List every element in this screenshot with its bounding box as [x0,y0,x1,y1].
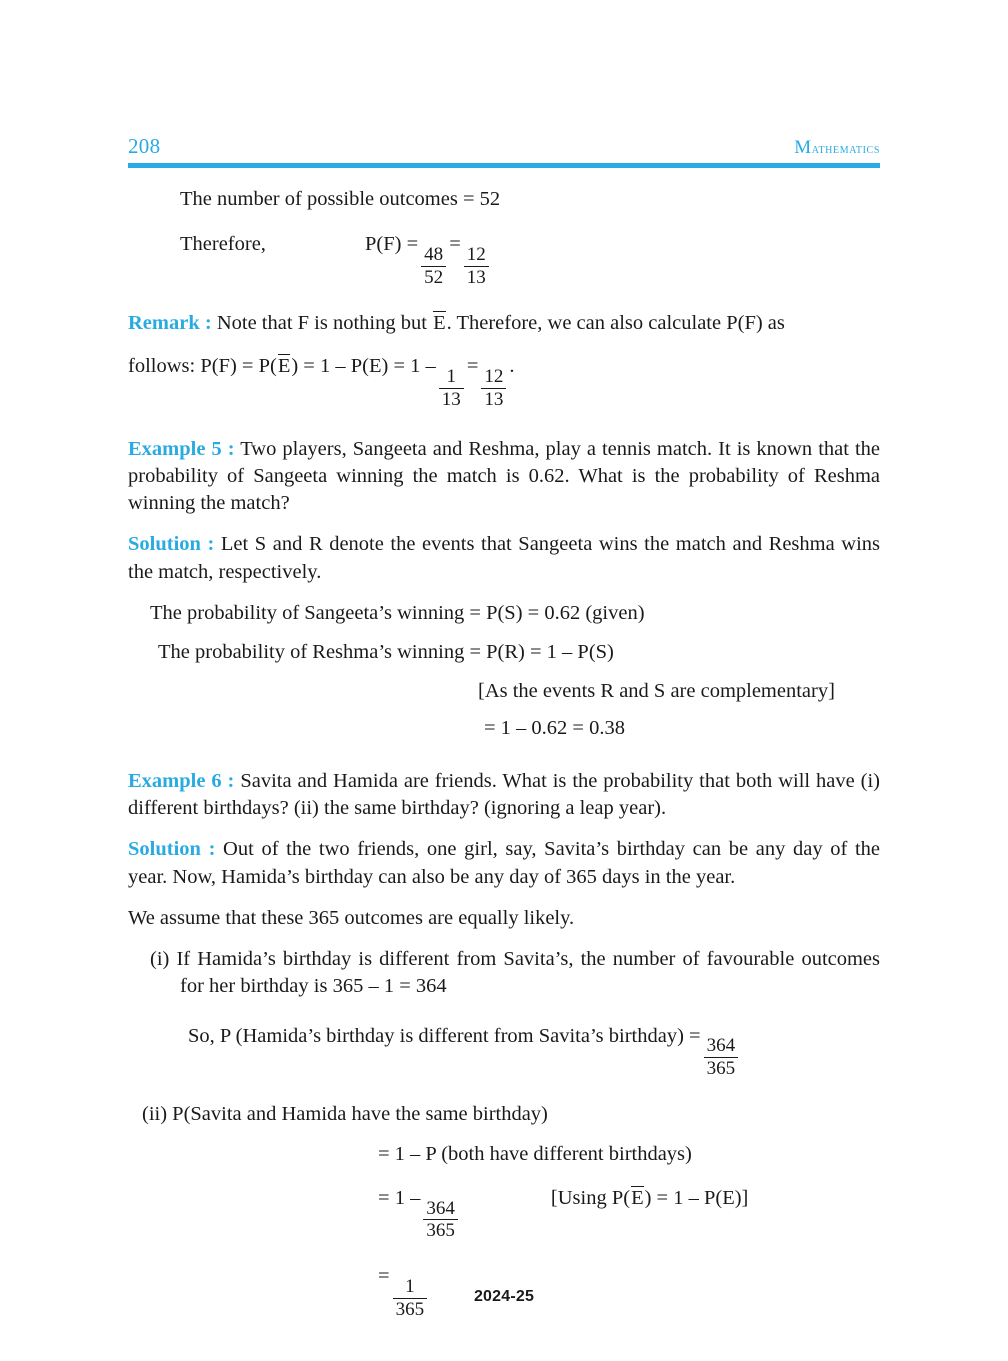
solution-5-keyword: Solution : [128,533,215,556]
list-item-ii [128,1101,880,1128]
using-note-a: [Using P( [550,1186,631,1209]
remark-paragraph [128,310,880,337]
page-header [128,134,880,170]
equals-sign: = [466,355,479,378]
fraction-denominator: 13 [439,388,464,410]
fraction-numerator: 1 [405,1276,415,1298]
sangeeta-probability-text: The probability of Sangeeta’s winning = P(S) = 0.62 (given) [150,601,645,624]
fraction-denominator: 365 [393,1298,428,1320]
eq-364-365-line [128,1185,880,1242]
fraction-12-13b [481,367,506,410]
item-i-marker: (i) [150,948,170,971]
therefore-equation-row [128,231,880,288]
page-content [128,186,880,1320]
header-row [128,134,880,160]
item-ii-text: P(Savita and Hamida have the same birthday) [172,1103,548,1126]
fraction-numerator: 364 [706,1035,736,1057]
item-i-text: If Hamida’s birthday is different from Savita’s, the number of favourable outcomes for her birthday is 365 – 1 = 364 [176,948,881,998]
list-item-i [128,946,880,1001]
example-6-paragraph [128,768,880,823]
reshma-probability-line [128,639,880,666]
remark-text-b: . Therefore, we can also calculate P(F) as [446,311,785,334]
header-title-capital: M [794,137,812,158]
example-5-paragraph [128,436,880,518]
sangeeta-probability-line [128,600,880,627]
assume-text: We assume that these 365 outcomes are equally likely. [128,906,575,929]
fraction-denominator: 365 [704,1057,739,1079]
equals-sign: = [378,1265,390,1288]
fraction-364-365 [704,1036,739,1079]
fraction-numerator: 1 [446,365,457,387]
remark-keyword: Remark : [128,311,212,334]
assume-line [128,905,880,932]
result-038-text: = 1 – 0.62 = 0.38 [484,716,625,739]
fraction-1-13 [439,367,464,410]
eq-one-minus-p-line [128,1141,880,1168]
item-ii-marker: (ii) [142,1103,168,1126]
result-038-line [128,715,880,742]
footer-year-text: 2024-25 [473,1288,535,1305]
fraction-364-365b [423,1199,458,1242]
solution-5-paragraph [128,531,880,586]
fraction-denominator: 52 [421,266,446,288]
example-5-keyword: Example 5 : [128,437,235,460]
e-bar-notation: E [631,1186,644,1209]
header-subject-title [794,137,880,159]
eq-one-minus-p-text: = 1 – P (both have different birthdays) [378,1143,692,1166]
follows-text-b: ) = 1 – P(E) = 1 – [291,355,436,378]
solution-6-paragraph [128,836,880,891]
example-5-text: Two players, Sangeeta and Reshma, play a tennis match. It is known that the probability of Sangeeta winning the match is 0.62. What is the probability of Reshma winning the match? [128,437,880,515]
solution-5-text: Let S and R denote the events that Sangeeta wins the match and Reshma wins the match, respectively. [128,533,880,583]
trailing-period: . [509,355,515,378]
page-number: 208 [128,134,161,158]
fraction-denominator: 13 [481,388,506,410]
complementary-note-line [128,678,880,705]
e-bar-notation: E [433,311,446,334]
equals-sign: = [449,233,461,256]
pf-label: P(F) = [365,233,419,256]
header-title-rest: athematics [811,141,880,157]
outcomes-text: The number of possible outcomes = 52 [180,188,501,210]
fraction-48-52 [421,245,446,288]
complementary-note-text: [As the events R and S are complementary] [478,680,835,703]
fraction-12-13 [464,245,489,288]
using-note-b: ) = 1 – P(E)] [644,1186,749,1209]
outcomes-line [128,186,880,213]
follows-text-a: follows: P(F) = P( [128,355,277,378]
fraction-numerator: 48 [424,244,444,266]
page-footer [0,1288,1008,1306]
fraction-denominator: 13 [464,266,489,288]
fraction-numerator: 12 [466,244,486,266]
therefore-label: Therefore, [180,233,266,256]
so-probability-text: So, P (Hamida’s birthday is different from Savita’s birthday) = [188,1024,701,1047]
solution-6-text: Out of the two friends, one girl, say, Savita’s birthday can be any day of the year. Now, Hamida’s birthday can also be any day of 365 days in the year. [128,838,880,888]
one-minus-text: 1 – [394,1186,421,1209]
follows-equation-line [128,353,880,410]
example-6-text: Savita and Hamida are friends. What is the probability that both will have (i) different birthdays? (ii) the same birthday? (ignoring a leap year). [128,769,881,820]
so-probability-line [128,1023,880,1080]
e-bar-notation: E [277,355,291,378]
header-rule [128,163,880,168]
reshma-probability-text: The probability of Reshma’s winning = P(R) = 1 – P(S) [158,641,614,664]
example-6-keyword: Example 6 : [128,769,235,792]
remark-text-a: Note that F is nothing but [216,311,427,334]
fraction-numerator: 364 [426,1197,455,1219]
equals-sign: = [378,1186,390,1209]
solution-6-keyword: Solution : [128,838,216,861]
fraction-denominator: 365 [423,1219,458,1241]
fraction-numerator: 12 [484,365,504,387]
